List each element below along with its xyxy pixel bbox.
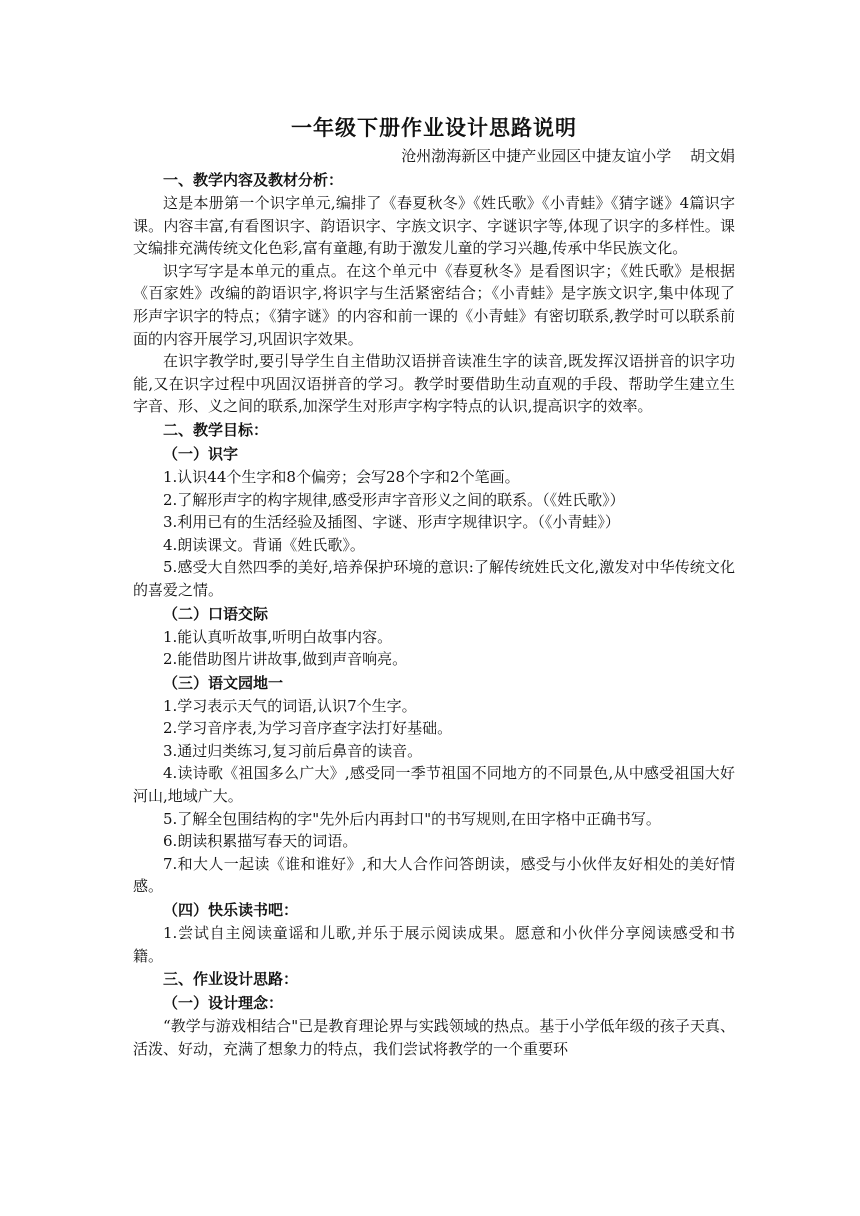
list-item: 6.朗读积累描写春天的词语。	[163, 832, 358, 851]
list-item: 4.读诗歌《祖国多么广大》,感受同一季节祖国不同地方的不同景色,从中感受祖国大好河山,地域广大。	[133, 764, 735, 806]
list-item: 5.感受大自然四季的美好,培养保护环境的意识:了解传统姓氏文化,激发对中华传统文化的喜爱之情。	[133, 558, 735, 599]
document-title: 一年级下册作业设计思路说明	[291, 116, 577, 140]
list-item: 2.了解形声字的构字规律,感受形声字音形义之间的联系。（《姓氏歌》）	[163, 490, 625, 509]
paragraph: “教学与游戏相结合"已是教育理论界与实践领域的热点。基于小学低年级的孩子天真、活泼、好动，充满了想象力的特点，我们尝试将教学的一个重要环	[133, 1017, 735, 1058]
subsection-heading-oral: （二）口语交际	[163, 604, 269, 623]
subsection-heading-garden: （三）语文园地一	[163, 673, 284, 692]
list-item: 1.学习表示天气的词语,认识7个生字。	[163, 696, 417, 715]
list-item: 7.和大人一起读《谁和谁好》,和大人合作问答朗读，感受与小伙伴友好相处的美好情感。	[133, 854, 735, 896]
subsection-heading-design-concept: （一）设计理念：	[163, 994, 284, 1013]
subsection-heading-literacy: （一）识字	[163, 444, 239, 463]
list-item: 2.能借助图片讲故事,做到声音响亮。	[163, 650, 408, 669]
list-item: 1.认识44个生字和8个偏旁；会写28个字和2个笔画。	[163, 467, 520, 486]
list-item: 2.学习音序表,为学习音序查字法打好基础。	[163, 719, 453, 738]
list-item: 4.朗读课文。背诵《姓氏歌》。	[163, 535, 365, 554]
list-item: 1.尝试自主阅读童谣和儿歌,并乐于展示阅读成果。愿意和小伙伴分享阅读感受和书籍。	[133, 924, 735, 965]
list-item: 5.了解全包围结构的字"先外后内再封口"的书写规则,在田字格中正确书写。	[163, 809, 661, 828]
paragraph: 识字写字是本单元的重点。在这个单元中《春夏秋冬》是看图识字；《姓氏歌》是根据《百家姓》改编的韵语识字,将识字与生活紧密结合；《小青蛙》是字族文识字,集中体现了形声字识字的特点；《猜字谜》的内容和前一课的《小青蛙》有密切联系,教学时可以联系前面的内容开展学习,巩固识字效果。	[133, 261, 735, 348]
subsection-heading-reading: （四）快乐读书吧：	[163, 901, 299, 920]
list-item: 3.通过归类练习,复习前后鼻音的读音。	[163, 741, 423, 760]
paragraph: 这是本册第一个识字单元,编排了《春夏秋冬》《姓氏歌》《小青蛙》《猜字谜》4篇识字课。内容丰富,有看图识字、韵语识字、字族文识字、字谜识字等,体现了识字的多样性。课文编排充满传统文化色彩,富有童趣,有助于激发儿童的学习兴趣,传承中华民族文化。	[133, 194, 735, 258]
list-item: 3.利用已有的生活经验及插图、字谜、形声字规律识字。（《小青蛙》）	[163, 513, 620, 532]
section-heading-teaching-goals: 二、教学目标：	[163, 420, 269, 439]
document-page	[133, 112, 735, 1060]
section-heading-design-ideas: 三、作业设计思路：	[163, 970, 299, 989]
paragraph: 在识字教学时,要引导学生自主借助汉语拼音读准生字的读音,既发挥汉语拼音的识字功能,又在识字过程中巩固汉语拼音的学习。教学时要借助生动直观的手段、帮助学生建立生字音、形、义之间的联系,加深学生对形声字构字特点的认识,提高识字的效率。	[133, 352, 735, 416]
author-line: 沧州渤海新区中捷产业园区中捷友谊小学 胡文娟	[401, 147, 735, 165]
list-item: 1.能认真听故事,听明白故事内容。	[163, 627, 393, 646]
section-heading-content-analysis: 一、教学内容及教材分析：	[163, 171, 344, 189]
